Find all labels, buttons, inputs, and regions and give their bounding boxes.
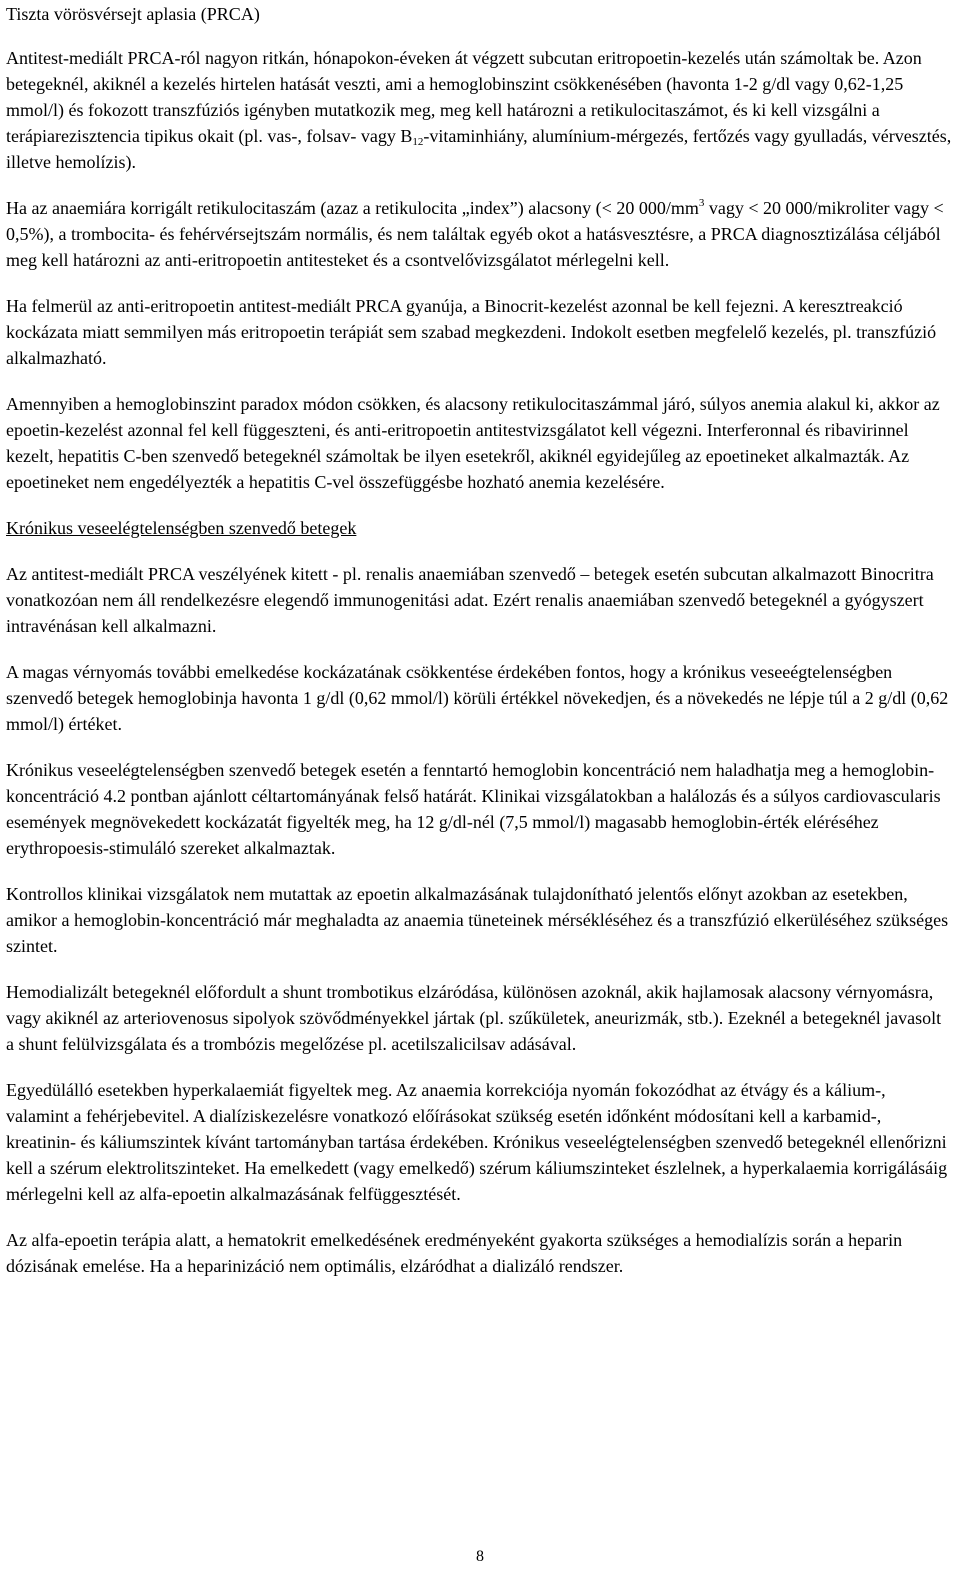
paragraph-hemodialysis-shunt: Hemodializált betegeknél előfordult a shunt trombotikus elzáródása, különösen azoknál, akik hajlamosak alacsony vérnyomásra, vagy akiknél az arteriovenosus sipolyok szövődményekkel jártak (pl. szűkületek, aneurizmák, stb.). Ezeknél a betegeknél javasolt a shunt felülvizsgálata és a trombózis megelőzése pl. acetilszalicilsav adásával. [6,982,942,1054]
paragraph-reticulocyte-index [6,195,952,273]
paragraph-text: vagy < 20 000/mikroliter vagy < 0,5%), a trombocita- és fehérvérsejtszám normális, és nem találtak egyéb okot a hatásvesztésre, a PRCA diagnosztizálása céljából meg kell határozni az anti-eritropoetin antitesteket és a csontvelővizsgálatot mérlegelni kell. [6,198,944,270]
paragraph-heparin-dose: Az alfa-epoetin terápia alatt, a hematokrit emelkedésének eredményeként gyakorta szükséges a hemodialízis során a heparin dózisának emelése. Ha a heparinizáció nem optimális, elzáródhat a dializáló rendszer. [6,1230,903,1276]
paragraph-renal-anaemia: Az antitest-mediált PRCA veszélyének kitett - pl. renalis anaemiában szenvedő – betegek esetén subcutan alkalmazott Binocritra vonatkozóan nem áll rendelkezésre elegendő immunogenitási adat. Ezért renalis anaemiában szenvedő betegeknél a gyógyszert intravénásan kell alkalmazni. [6,564,934,636]
document-page [6,0,952,1279]
paragraph-prca-intro [6,45,952,175]
subheading-chronic-renal: Krónikus veseelégtelenségben szenvedő betegek [6,518,357,538]
subscript: 12 [412,136,424,148]
page-number: 8 [476,1548,484,1565]
paragraph-text: Ha az anaemiára korrigált retikulocitaszám (azaz a retikulocita „index”) alacsony (< 20 000/mm [6,198,699,218]
paragraph-paradox-hemoglobin: Amennyiben a hemoglobinszint paradox módon csökken, és alacsony retikulocitaszámmal járó, súlyos anemia alakul ki, akkor az epoetin-kezelést azonnal fel kell függeszteni, és anti-eritropoetin antitestvizsgálatot kell végezni. Interferonnal és ribavirinnel kezelt, hepatitis C-ben szenvedő betegeknél számoltak be ilyen esetekről, akiknél egyidejűleg az epoetineket alkalmazták. Az epoetineket nem engedélyezték a hepatitis C-vel összefüggésbe hozható anemia kezelésére. [6,394,940,492]
section-title: Tiszta vörösvérsejt aplasia (PRCA) [6,4,260,24]
paragraph-stop-treatment: Ha felmerül az anti-eritropoetin antitest-mediált PRCA gyanúja, a Binocrit-kezelést azonnal be kell fejezni. A keresztreakció kockázata miatt semmilyen más eritropoetin terápiát sem szabad megkezdeni. Indokolt esetben megfelelő kezelés, pl. transzfúzió alkalmazható. [6,296,937,368]
paragraph-hyperkalaemia: Egyedülálló esetekben hyperkalaemiát figyeltek meg. Az anaemia korrekciója nyomán fokozódhat az étvágy és a kálium-, valamint a fehérjebevitel. A dialíziskezelésre vonatkozó előírásokat szükség esetén időnként módosítani kell a karbamid-, kreatinin- és káliumszintek kívánt tartományban tartása érdekében. Krónikus veseelégtelenségben szenvedő betegeknél ellenőrizni kell a szérum elektrolitszinteket. Ha emelkedett (vagy emelkedő) szérum káliumszinteket észlelnek, a hyperkalaemia korrigálásáig mérlegelni kell az alfa-epoetin alkalmazásának felfüggesztését. [6,1080,948,1204]
superscript: 3 [698,197,705,209]
paragraph-text: Antitest-mediált PRCA-ról nagyon ritkán, hónapokon-éveken át végzett subcutan eritropoetin-kezelés után számoltak be. Azon betegeknél, akiknél a kezelés hirtelen hatását veszti, ami a hemoglobinszint csökkenésében (havonta 1-2 g/dl vagy 0,62-1,25 mmol/l) és fokozott transzfúziós igényben mutatkozik meg, meg kell határozni a retikulocitaszámot, és ki kell vizsgálni a terápiarezisztencia tipikus okait (pl. vas-, folsav- vagy B [6,48,922,146]
paragraph-controlled-trials: Kontrollos klinikai vizsgálatok nem mutattak az epoetin alkalmazásának tulajdonítható jelentős előnyt azokban az esetekben, amikor a hemoglobin-koncentráció már meghaladta az anaemia tüneteinek mérsékléséhez és a transzfúzió elkerüléséhez szükséges szintet. [6,884,949,956]
paragraph-blood-pressure: A magas vérnyomás további emelkedése kockázatának csökkentése érdekében fontos, hogy a krónikus veseeégtelenségben szenvedő betegek hemoglobinja havonta 1 g/dl (0,62 mmol/l) körüli értékkel növekedjen, és a növekedés ne lépje túl a 2 g/dl (0,62 mmol/l) értéket. [6,662,949,734]
paragraph-text: -vitaminhiány, alumínium-mérgezés, fertőzés vagy gyulladás, vérvesztés, illetve hemolízis). [6,126,952,172]
paragraph-maintenance-hemoglobin: Krónikus veseelégtelenségben szenvedő betegek esetén a fenntartó hemoglobin koncentráció nem haladhatja meg a hemoglobin-koncentráció 4.2 pontban ajánlott céltartományának felső határát. Klinikai vizsgálatokban a halálozás és a súlyos cardiovascularis események megnövekedett kockázatát figyelték meg, ha 12 g/dl-nél (7,5 mmol/l) magasabb hemoglobin-érték eléréséhez erythropoesis-stimuláló szereket alkalmaztak. [6,760,941,858]
